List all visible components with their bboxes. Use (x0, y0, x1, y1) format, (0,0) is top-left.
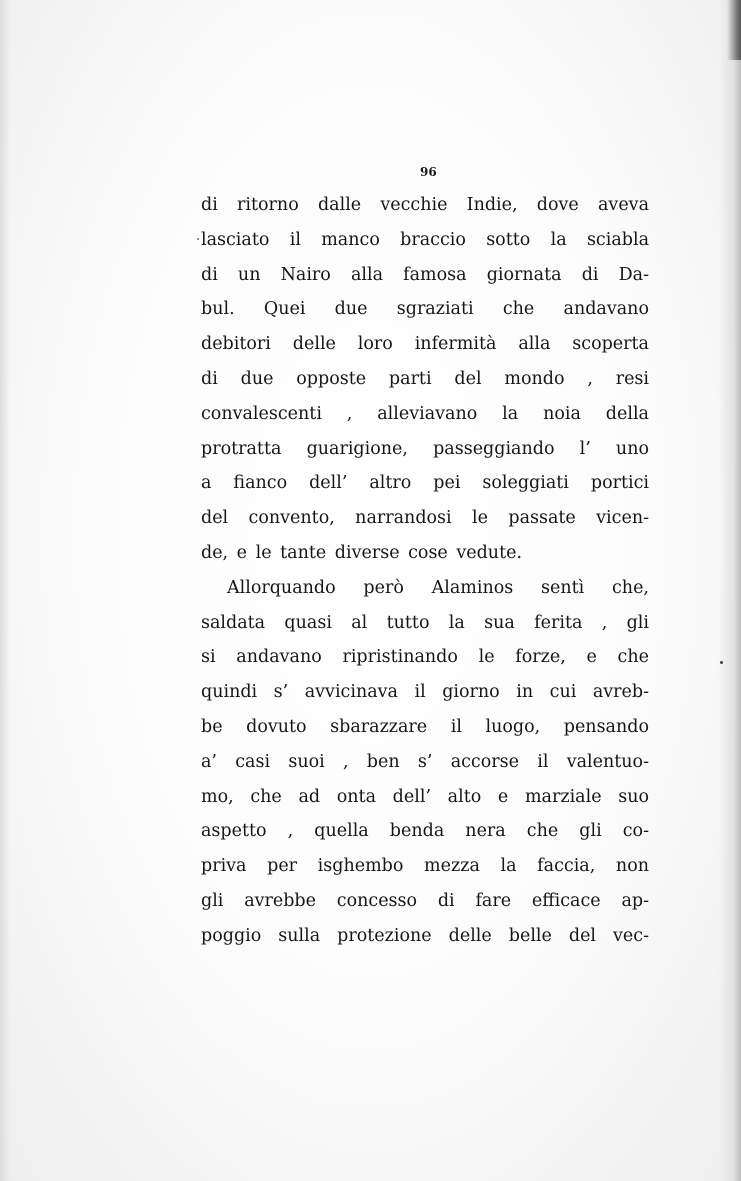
text-line: di due opposte parti del mondo , resi (201, 368, 649, 389)
text-line: saldata quasi al tutto la sua ferita , gli (201, 612, 649, 633)
page-right-shadow (719, 0, 741, 1181)
text-line: del convento, narrandosi le passate vicen- (201, 508, 649, 529)
text-line: a’ casi suoi , ben s’ accorse il valentuo- (201, 751, 649, 772)
text-line: di ritorno dalle vecchie Indie, dove aveva (201, 195, 649, 215)
text-line: a fianco dell’ altro pei soleggiati portici (201, 473, 649, 494)
text-line: lasciato il manco braccio sotto la sciabla (201, 229, 649, 250)
page-left-shadow (0, 0, 10, 1181)
text-line: di un Nairo alla famosa giornata di Da- (201, 264, 649, 285)
text-line: be dovuto sbarazzare il luogo, pensando (201, 716, 649, 737)
text-line: poggio sulla protezione delle belle del vec- (201, 925, 649, 946)
text-line: mo, che ad onta dell’ alto e marziale suo (201, 786, 649, 807)
text-line: quindi s’ avvicinava il giorno in cui avreb- (201, 682, 649, 703)
text-line: protratta guarigione, passeggiando l’ uno (201, 438, 649, 459)
body-text (201, 188, 649, 954)
page-corner-shadow (727, 0, 741, 60)
text-line: bul. Quei due sgraziati che andavano (201, 299, 649, 320)
text-line: gli avrebbe concesso di fare efficace ap- (201, 890, 649, 911)
text-line: si andavano ripristinando le forze, e che (201, 647, 649, 668)
page-number: 96 (420, 165, 437, 179)
text-line: debitori delle loro infermità alla scoperta (201, 334, 649, 355)
paragraph-start-line: Allorquando però Alaminos sentì che, (227, 577, 649, 598)
paper-speck (720, 661, 723, 664)
paper-speck (197, 238, 199, 240)
text-line: priva per isghembo mezza la faccia, non (201, 856, 649, 877)
text-line: aspetto , quella benda nera che gli co- (201, 821, 649, 842)
text-line: convalescenti , alleviavano la noia della (201, 403, 649, 424)
paragraph-end-line: de, e le tante diverse cose vedute. (201, 542, 523, 563)
